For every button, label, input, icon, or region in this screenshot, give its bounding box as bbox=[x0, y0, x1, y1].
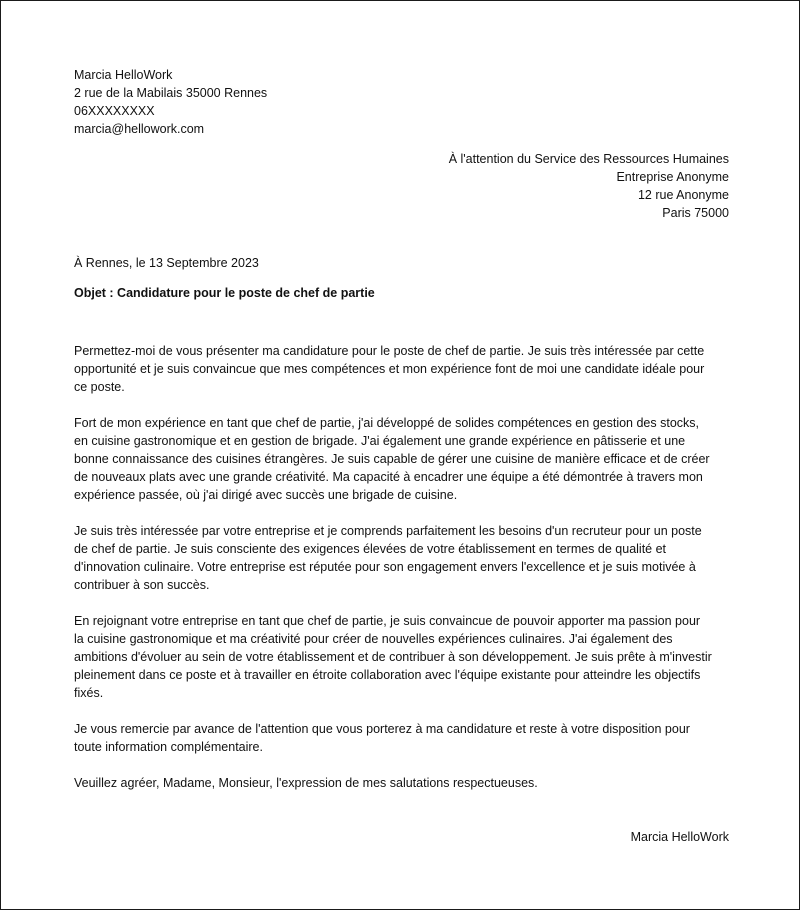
paragraph-line: fixés. bbox=[74, 686, 104, 700]
paragraph-line: Je suis très intéressée par votre entreprise et je comprends parfaitement les besoins d'un recruteur pour un poste bbox=[74, 524, 702, 538]
paragraph-line: Je vous remercie par avance de l'attention que vous porterez à ma candidature et reste à votre disposition pour bbox=[74, 722, 690, 736]
paragraph-line: ambitions d'évoluer au sein de votre établissement et de contribuer à son développement. Je suis prête à m'investir bbox=[74, 650, 712, 664]
paragraph-line: Veuillez agréer, Madame, Monsieur, l'expression de mes salutations respectueuses. bbox=[74, 776, 538, 790]
recipient-city: Paris 75000 bbox=[662, 206, 729, 220]
body-paragraph bbox=[74, 720, 729, 756]
paragraph-line: de nouveaux plats avec une grande créativité. Ma capacité à encadrer une équipe a été démontrée à travers mon bbox=[74, 470, 703, 484]
paragraph-line: opportunité et je suis convaincue que mes compétences et mon expérience font de moi une candidate idéale pour bbox=[74, 362, 705, 376]
recipient-attention: À l'attention du Service des Ressources Humaines bbox=[448, 152, 729, 166]
sender-name: Marcia HelloWork bbox=[74, 68, 173, 82]
signature: Marcia HelloWork bbox=[630, 830, 729, 844]
body-paragraph bbox=[74, 612, 729, 702]
paragraph-line: expérience passée, où j'ai dirigé avec succès une brigade de cuisine. bbox=[74, 488, 458, 502]
paragraph-line: Permettez-moi de vous présenter ma candidature pour le poste de chef de partie. Je suis très intéressée par cette bbox=[74, 344, 705, 358]
recipient-block bbox=[74, 150, 729, 222]
body-paragraph bbox=[74, 774, 729, 792]
sender-email: marcia@hellowork.com bbox=[74, 122, 205, 136]
paragraph-line: Fort de mon expérience en tant que chef de partie, j'ai développé de solides compétences en gestion des stocks, bbox=[74, 416, 699, 430]
place-date: À Rennes, le 13 Septembre 2023 bbox=[74, 256, 259, 270]
paragraph-line: la cuisine gastronomique et ma créativité pour créer de nouvelles expériences culinaires. J'ai également des bbox=[74, 632, 673, 646]
sender-address: 2 rue de la Mabilais 35000 Rennes bbox=[74, 86, 268, 100]
recipient-company: Entreprise Anonyme bbox=[616, 170, 729, 184]
body-paragraph bbox=[74, 522, 729, 594]
paragraph-line: de chef de partie. Je suis consciente des exigences élevées de votre établissement en termes de qualité et bbox=[74, 542, 667, 556]
paragraph-line: en cuisine gastronomique et en gestion de brigade. J'ai également une grande expérience en pâtisserie et une bbox=[74, 434, 686, 448]
paragraph-line: toute information complémentaire. bbox=[74, 740, 263, 754]
recipient-street: 12 rue Anonyme bbox=[637, 188, 729, 202]
paragraph-line: ce poste. bbox=[74, 380, 125, 394]
paragraph-line: contribuer à son succès. bbox=[74, 578, 210, 592]
letter-body bbox=[74, 342, 729, 810]
paragraph-line: pleinement dans ce poste et à travailler en étroite collaboration avec l'équipe existante pour atteindre les objectifs bbox=[74, 668, 701, 682]
subject-line: Objet : Candidature pour le poste de chef de partie bbox=[74, 286, 375, 300]
body-paragraph bbox=[74, 342, 729, 396]
paragraph-line: bonne connaissance des cuisines étrangères. Je suis capable de gérer une cuisine de manière efficace et de créer bbox=[74, 452, 710, 466]
sender-phone: 06XXXXXXXX bbox=[74, 104, 155, 118]
paragraph-line: En rejoignant votre entreprise en tant que chef de partie, je suis convaincue de pouvoir apporter ma passion pour bbox=[74, 614, 701, 628]
body-paragraph bbox=[74, 414, 729, 504]
sender-block bbox=[74, 66, 729, 138]
paragraph-line: d'innovation culinaire. Votre entreprise est réputée pour son engagement envers l'excellence et je suis motivée à bbox=[74, 560, 696, 574]
